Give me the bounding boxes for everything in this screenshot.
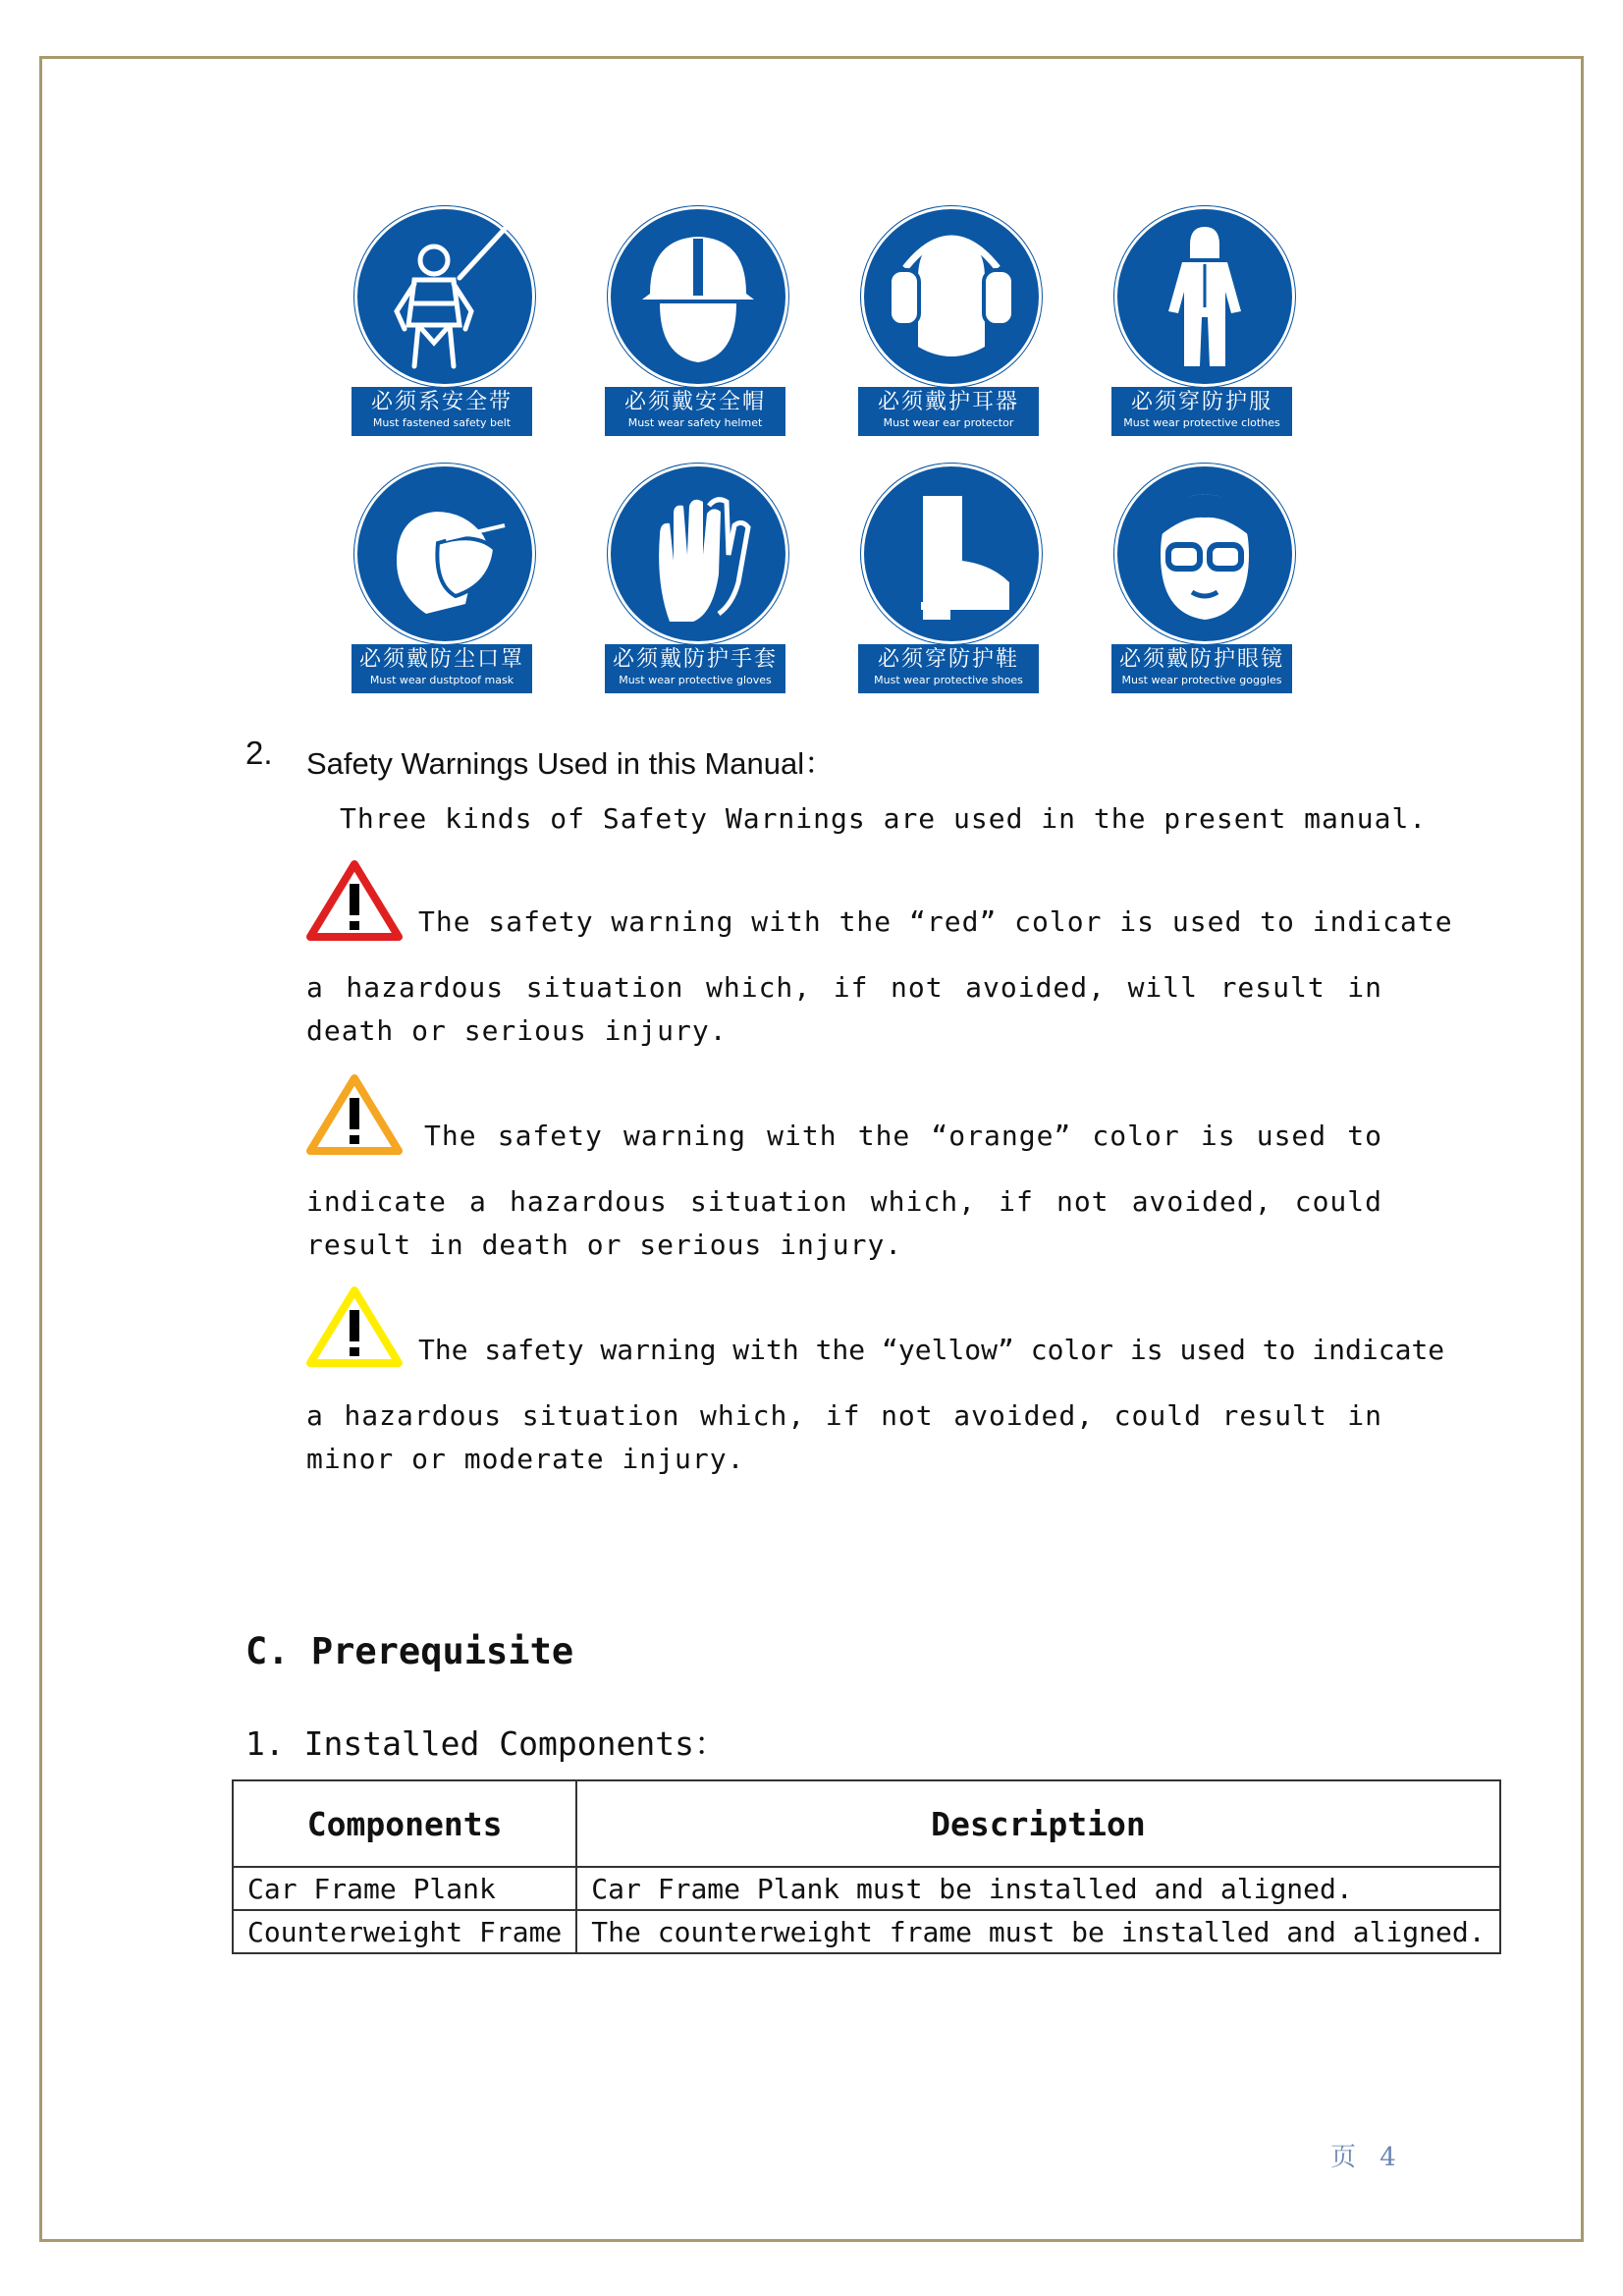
sign-protective-clothes bbox=[1104, 206, 1300, 442]
warning-red-line1: The safety warning with the “red” color is used to indicate bbox=[418, 905, 1453, 938]
warning-yellow-text: a hazardous situation which, if not avoided, could result in minor or moderate injury. bbox=[306, 1399, 1382, 1475]
sign-cn-text: 必须戴防尘口罩 bbox=[358, 647, 524, 672]
description-cell: Car Frame Plank must be installed and aligned. bbox=[576, 1867, 1499, 1910]
sign-en-text: Must wear safety helmet bbox=[627, 416, 763, 429]
protective-goggles-icon bbox=[1117, 466, 1292, 641]
sign-safety-belt bbox=[344, 206, 540, 442]
sign-en-text: Must wear ear protector bbox=[883, 416, 1014, 429]
sign-protective-goggles bbox=[1104, 464, 1300, 699]
safety-belt-icon bbox=[357, 209, 532, 384]
table-row bbox=[233, 1910, 1500, 1953]
sign-protective-gloves bbox=[597, 464, 793, 699]
safety-sign-grid bbox=[344, 206, 1325, 707]
sign-cn-text: 必须戴防护手套 bbox=[612, 647, 778, 672]
sign-cn-text: 必须穿防护服 bbox=[1130, 390, 1272, 414]
protective-shoes-icon bbox=[864, 466, 1039, 641]
sign-ear-protector bbox=[850, 206, 1047, 442]
header-components: Components bbox=[233, 1780, 576, 1867]
ear-protector-icon bbox=[864, 209, 1039, 384]
table-row bbox=[233, 1867, 1500, 1910]
red-warning-triangle-icon bbox=[306, 860, 403, 941]
sign-protective-shoes bbox=[850, 464, 1047, 699]
sign-cn-text: 必须系安全带 bbox=[370, 390, 513, 414]
sign-cn-text: 必须戴护耳器 bbox=[877, 390, 1019, 414]
warning-orange-line1: The safety warning with the “orange” color is used to bbox=[424, 1120, 1382, 1152]
protective-gloves-icon bbox=[611, 466, 785, 641]
intro-text: Three kinds of Safety Warnings are used in the present manual. bbox=[340, 802, 1428, 835]
sign-en-text: Must fastened safety belt bbox=[372, 416, 512, 429]
sign-dust-mask bbox=[344, 464, 540, 699]
sign-en-text: Must wear protective clothes bbox=[1123, 416, 1280, 429]
components-table bbox=[232, 1779, 1501, 1954]
header-description: Description bbox=[576, 1780, 1499, 1867]
sign-en-text: Must wear dustptoof mask bbox=[369, 674, 514, 686]
component-cell: Car Frame Plank bbox=[233, 1867, 576, 1910]
sign-en-text: Must wear protective goggles bbox=[1121, 674, 1282, 686]
sign-en-text: Must wear protective gloves bbox=[619, 674, 772, 686]
safety-helmet-icon bbox=[611, 209, 785, 384]
section-title: Safety Warnings Used in this Manual： bbox=[306, 746, 836, 781]
warning-red-text: a hazardous situation which, if not avoided, will result in death or serious injury. bbox=[306, 971, 1382, 1047]
yellow-warning-triangle-icon bbox=[306, 1286, 403, 1367]
warning-orange-text: indicate a hazardous situation which, if not avoided, could result in death or serious injury. bbox=[306, 1185, 1382, 1261]
section-number: 2. bbox=[245, 735, 273, 771]
table-header-row bbox=[233, 1780, 1500, 1867]
dust-mask-icon bbox=[357, 466, 532, 641]
orange-warning-triangle-icon bbox=[306, 1074, 403, 1155]
sign-cn-text: 必须戴防护眼镜 bbox=[1118, 647, 1284, 672]
sign-en-text: Must wear protective shoes bbox=[874, 674, 1023, 686]
sign-cn-text: 必须戴安全帽 bbox=[623, 390, 766, 414]
page-number: 页 4 bbox=[1330, 2143, 1404, 2172]
prerequisite-heading: C. Prerequisite bbox=[245, 1630, 574, 1672]
installed-components-heading: 1. Installed Components： bbox=[245, 1724, 727, 1763]
description-cell: The counterweight frame must be installed and aligned. bbox=[576, 1910, 1499, 1953]
sign-safety-helmet bbox=[597, 206, 793, 442]
component-cell: Counterweight Frame bbox=[233, 1910, 576, 1953]
sign-cn-text: 必须穿防护鞋 bbox=[877, 647, 1019, 672]
protective-clothes-icon bbox=[1117, 209, 1292, 384]
warning-yellow-line1: The safety warning with the “yellow” color is used to indicate bbox=[418, 1334, 1445, 1366]
